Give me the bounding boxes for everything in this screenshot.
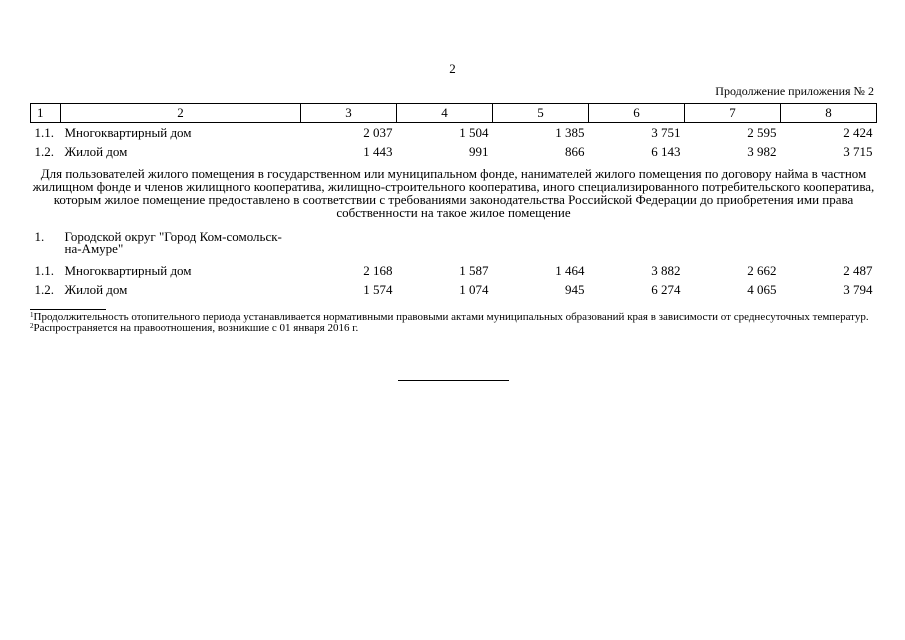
section-title: Для пользователей жилого помещения в государственном или муниципальном фонде, нанимателей жилого помещения по договору найма в частном жилищном фонде и членов жилищного кооператива, жилищно-строительного кооператива, иного специализированного потребительского кооператива, которым жилое помещение предоставлено в соответствии с требованиями законодательства Российской Федерации до приобретения ими права собственности на такое жилое помещение xyxy=(32,166,875,220)
table-cell: 3 751 xyxy=(651,124,681,140)
footnote-mark: 1 xyxy=(30,311,34,319)
table-cell: 866 xyxy=(565,143,585,159)
table-cell: 4 065 xyxy=(747,281,777,297)
footnote-text: Распространяется на правоотношения, возникшие с 01 января 2016 г. xyxy=(33,322,359,334)
table-cell: 2 037 xyxy=(363,124,393,140)
column-header: 7 xyxy=(685,104,781,123)
column-header: 2 xyxy=(61,104,301,123)
footnote-mark: 2 xyxy=(30,322,34,330)
footnote-text: Продолжительность отопительного периода устанавливается нормативными правовыми актами муниципальных образований края в зависимости от среднесуточных температур. xyxy=(33,311,869,323)
table-cell: 3 882 xyxy=(651,262,681,278)
row-index: 1.2. xyxy=(34,143,54,159)
table-cell: 2 595 xyxy=(747,124,777,140)
footnote xyxy=(30,323,876,334)
table-cell: 1 074 xyxy=(459,281,489,297)
column-header: 5 xyxy=(493,104,589,123)
table-row xyxy=(31,280,877,299)
table-cell: 6 274 xyxy=(651,281,681,297)
column-header: 3 xyxy=(301,104,397,123)
footnotes xyxy=(30,312,876,334)
row-index: 1.1. xyxy=(34,262,54,278)
table-cell: 991 xyxy=(469,143,489,159)
table-cell: 1 443 xyxy=(363,143,393,159)
end-divider xyxy=(398,380,509,381)
column-header: 8 xyxy=(781,104,877,123)
empty-cell xyxy=(301,223,877,261)
table-cell: 3 715 xyxy=(843,143,873,159)
row-name: Многоквартирный дом xyxy=(64,124,192,140)
column-header: 1 xyxy=(31,104,61,123)
row-name: Многоквартирный дом xyxy=(64,262,192,278)
section-row xyxy=(31,161,877,223)
column-header: 6 xyxy=(589,104,685,123)
table-cell: 945 xyxy=(565,281,585,297)
row-index: 1.2. xyxy=(34,281,54,297)
table-cell: 3 982 xyxy=(747,143,777,159)
table-cell: 2 662 xyxy=(747,262,777,278)
page-number: 2 xyxy=(449,61,456,76)
row-index: 1. xyxy=(34,229,45,244)
table-row xyxy=(31,123,877,143)
row-name: Жилой дом xyxy=(64,143,128,159)
table-cell: 2 168 xyxy=(363,262,393,278)
table-cell: 1 587 xyxy=(459,262,489,278)
table-row xyxy=(31,261,877,280)
table-cell: 2 424 xyxy=(843,124,873,140)
table-cell: 1 385 xyxy=(555,124,585,140)
column-header: 4 xyxy=(397,104,493,123)
table-header-row xyxy=(31,104,877,123)
row-name: Жилой дом xyxy=(64,281,128,297)
table-cell: 1 464 xyxy=(555,262,585,278)
table-cell: 1 574 xyxy=(363,281,393,297)
table-cell: 3 794 xyxy=(843,281,873,297)
table-cell: 6 143 xyxy=(651,143,681,159)
continuation-label: Продолжение приложения № 2 xyxy=(715,84,874,98)
org-name: Городской округ "Город Ком-сомольск-на-Амуре" xyxy=(64,229,282,256)
table-row xyxy=(31,142,877,161)
org-row xyxy=(31,223,877,261)
tariff-table xyxy=(30,103,877,299)
table-cell: 1 504 xyxy=(459,124,489,140)
row-index: 1.1. xyxy=(34,124,54,140)
footnote-divider xyxy=(30,309,106,310)
table-cell: 2 487 xyxy=(843,262,873,278)
